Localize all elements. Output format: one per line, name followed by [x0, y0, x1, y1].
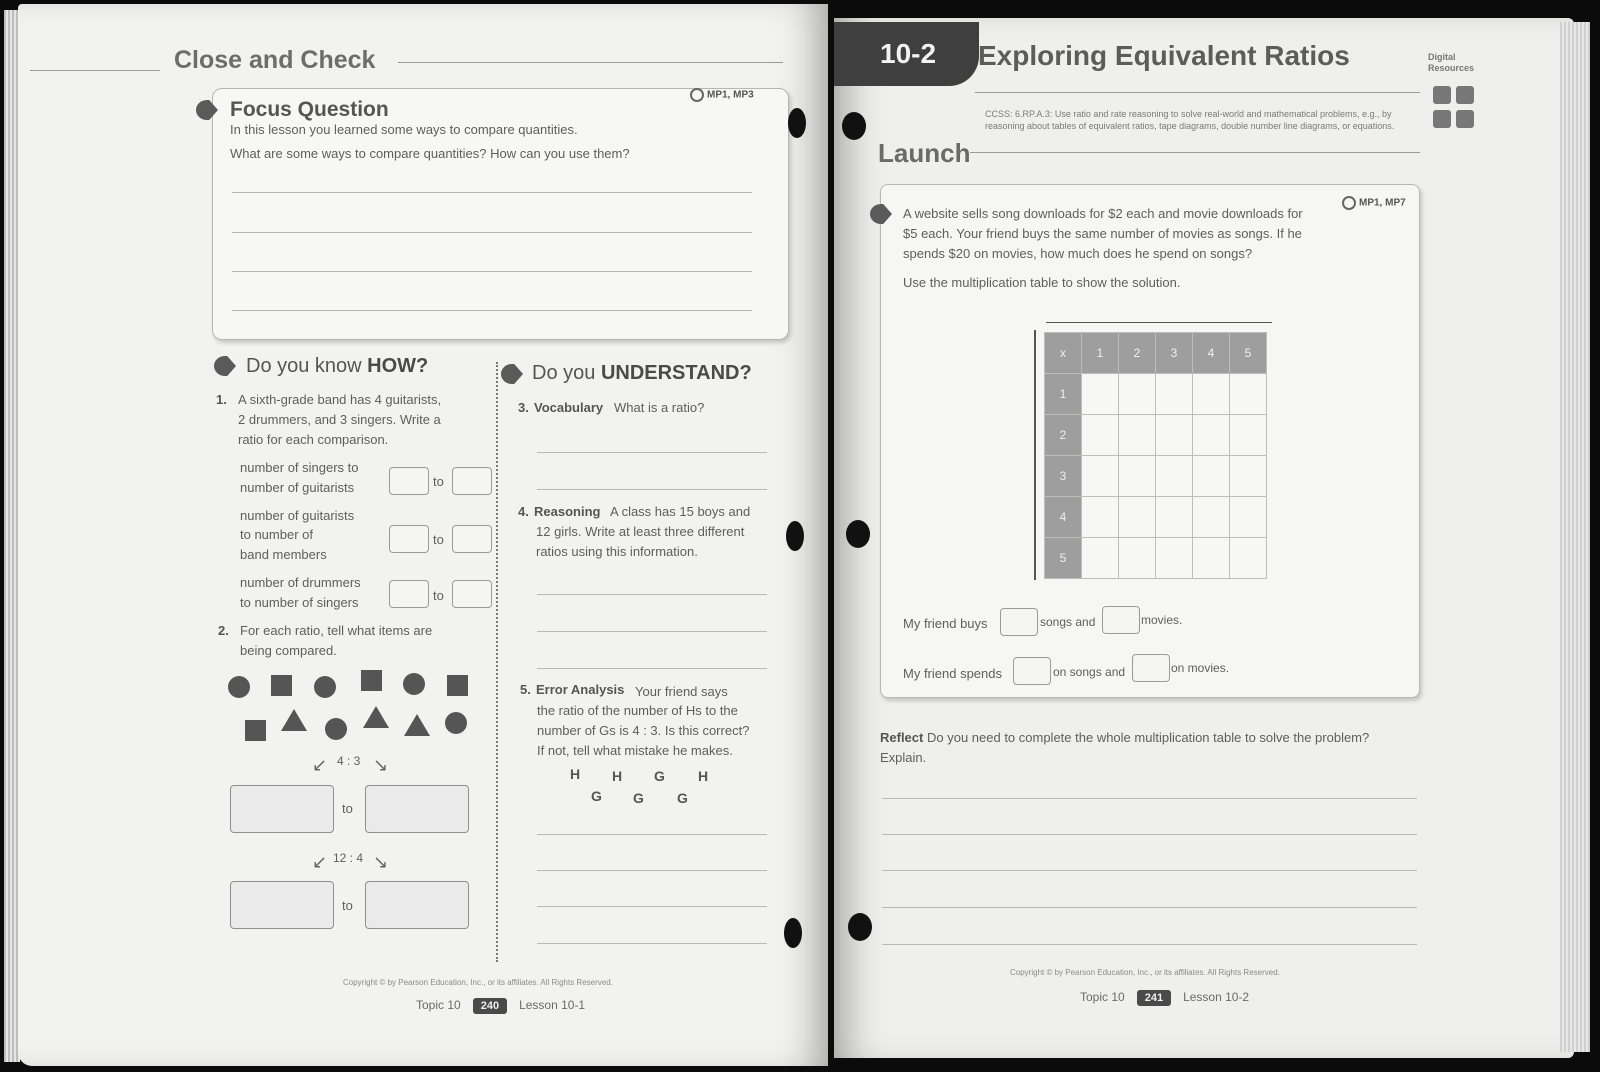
ratio-input-box[interactable] [389, 525, 429, 553]
answer-line[interactable] [232, 310, 752, 311]
table-cell[interactable] [1230, 415, 1267, 456]
answer-line[interactable] [232, 232, 752, 233]
practice-icon [1342, 196, 1356, 210]
comparison-3-line-1: number of drummers [240, 575, 361, 590]
answer-line[interactable] [882, 834, 1417, 835]
to-label: to [433, 588, 444, 603]
ratio-input-box[interactable] [389, 580, 429, 608]
page-footer-right: Topic 10 241 Lesson 10-2 [1080, 990, 1250, 1004]
launch-problem-2: $5 each. Your friend buys the same number of movies as songs. If he [903, 226, 1302, 241]
q5-number: 5. [520, 682, 531, 697]
table-cell[interactable] [1193, 374, 1230, 415]
page-edges-right [1560, 22, 1590, 1052]
q3-number: 3. [518, 400, 529, 415]
table-cell[interactable] [1156, 456, 1193, 497]
q1-text-2: 2 drummers, and 3 singers. Write a [238, 412, 441, 427]
answer-line[interactable] [882, 907, 1417, 908]
answer-line[interactable] [537, 668, 767, 669]
table-cell[interactable] [1156, 538, 1193, 579]
curved-arrow-right-icon: ↘ [373, 755, 389, 775]
ratio-input-box[interactable] [452, 467, 492, 495]
circle-shape [228, 676, 250, 698]
triangle-shape [281, 709, 307, 731]
comparison-2-line-1: number of guitarists [240, 508, 355, 523]
triangle-shape [404, 714, 430, 736]
spends-pre: My friend spends [903, 666, 1002, 681]
table-header-cell: 4 [1193, 333, 1230, 374]
answer-line[interactable] [882, 798, 1417, 799]
answer-line[interactable] [537, 834, 767, 835]
answer-line[interactable] [537, 594, 767, 595]
curved-arrow-left-icon: ↙ [312, 755, 328, 775]
lesson-title: Exploring Equivalent Ratios [978, 40, 1350, 71]
to-label: to [342, 801, 353, 816]
table-cell[interactable] [1193, 538, 1230, 579]
answer-box[interactable] [230, 881, 334, 929]
movies-spend-box[interactable] [1132, 654, 1170, 682]
title-rule [975, 92, 1420, 93]
table-header-cell: 5 [1230, 333, 1267, 374]
focus-line-1: In this lesson you learned some ways to compare quantities. [230, 122, 578, 137]
table-cell[interactable] [1156, 497, 1193, 538]
square-shape [271, 675, 292, 696]
answer-box[interactable] [365, 881, 469, 929]
table-cell[interactable] [1119, 374, 1156, 415]
letter-g: G [654, 768, 665, 784]
q5-text-2: the ratio of the number of Hs to the [537, 703, 738, 718]
answer-line[interactable] [537, 452, 767, 453]
ratio-input-box[interactable] [452, 580, 492, 608]
pencil-icon[interactable] [1433, 110, 1451, 128]
buys-mid: songs and [1040, 615, 1096, 629]
table-cell[interactable] [1082, 538, 1119, 579]
title-rule-left [30, 70, 160, 71]
q2-text-1: For each ratio, tell what items are [240, 623, 433, 638]
launch-rule [970, 152, 1420, 153]
answer-line[interactable] [537, 943, 767, 944]
table-cell[interactable] [1082, 374, 1119, 415]
table-row-header: 1 [1045, 374, 1082, 415]
comparison-3-line-2: to number of singers [240, 595, 359, 610]
understand-heading: Do you UNDERSTAND? [532, 362, 752, 384]
square-shape [245, 720, 266, 741]
mp-badge: MP1, MP7 [1342, 196, 1406, 210]
q3-label: Vocabulary [534, 400, 604, 415]
table-cell[interactable] [1230, 538, 1267, 579]
answer-box[interactable] [230, 785, 334, 833]
binder-hole [846, 520, 870, 548]
table-row-header: 2 [1045, 415, 1082, 456]
digital-resources-label: Digital Resources [1428, 52, 1475, 73]
reflect-explain: Explain. [880, 750, 927, 765]
songs-spend-box[interactable] [1013, 657, 1051, 685]
binder-hole [848, 913, 872, 941]
buys-post: movies. [1141, 613, 1183, 627]
focus-line-2: What are some ways to compare quantities? How can you use them? [230, 146, 630, 161]
answer-line[interactable] [882, 870, 1417, 871]
q4-label: Reasoning [534, 504, 601, 519]
answer-box[interactable] [365, 785, 469, 833]
q2-number: 2. [218, 623, 229, 638]
q5-text-4: If not, tell what mistake he makes. [537, 743, 733, 758]
lesson-number: 10-2 [880, 38, 937, 69]
q4-text-1: A class has 15 boys and [610, 504, 751, 519]
answer-line[interactable] [537, 906, 767, 907]
table-cell[interactable] [1119, 415, 1156, 456]
answer-line[interactable] [232, 192, 752, 193]
answer-line[interactable] [537, 631, 767, 632]
letter-h: H [698, 768, 709, 784]
to-label: to [433, 532, 444, 547]
table-header-cell: 2 [1119, 333, 1156, 374]
comparison-2-line-2: to number of [240, 527, 313, 542]
circle-shape [403, 673, 425, 695]
ratio-label-b: 12 : 4 [333, 851, 364, 865]
table-cell[interactable] [1119, 456, 1156, 497]
launch-title: Launch [878, 138, 971, 168]
q3-text: What is a ratio? [614, 400, 705, 415]
video-icon[interactable] [1433, 86, 1451, 104]
table-cell[interactable] [1082, 497, 1119, 538]
copyright-left: Copyright © by Pearson Education, Inc., or its affiliates. All Rights Reserved. [343, 978, 613, 987]
spends-post: on movies. [1171, 661, 1230, 675]
letter-g: G [633, 790, 644, 806]
letter-h: H [570, 766, 581, 782]
table-header-cell: 1 [1082, 333, 1119, 374]
column-divider [496, 362, 498, 962]
binder-hole [786, 521, 804, 551]
printer-icon[interactable] [1456, 86, 1474, 104]
launch-problem-3: spends $20 on movies, how much does he spend on songs? [903, 246, 1253, 261]
q1-text-3: ratio for each comparison. [238, 432, 389, 447]
q5-text-3: number of Gs is 4 : 3. Is this correct? [537, 723, 750, 738]
spends-mid: on songs and [1053, 665, 1126, 679]
table-cell[interactable] [1082, 456, 1119, 497]
q5-label: Error Analysis [536, 682, 625, 697]
binder-hole [842, 112, 866, 140]
multiplication-table [1044, 332, 1267, 579]
how-heading: Do you know HOW? [246, 355, 429, 377]
songs-count-box[interactable] [1000, 608, 1038, 636]
binder-hole [788, 108, 806, 138]
q1-text-1: A sixth-grade band has 4 guitarists, [238, 392, 442, 407]
answer-line[interactable] [232, 271, 752, 272]
table-cell[interactable] [1156, 374, 1193, 415]
square-shape [447, 675, 468, 696]
ratio-input-box[interactable] [389, 467, 429, 495]
q2-text-2: being compared. [240, 643, 337, 658]
comparison-1-line-1: number of singers to [240, 460, 359, 475]
table-cell[interactable] [1193, 497, 1230, 538]
comparison-2-line-3: band members [240, 547, 327, 562]
to-label: to [433, 474, 444, 489]
table-row-header: 4 [1045, 497, 1082, 538]
to-label: to [342, 898, 353, 913]
q4-text-3: ratios using this information. [536, 544, 698, 559]
buys-pre: My friend buys [903, 616, 988, 631]
table-row-header: 3 [1045, 456, 1082, 497]
answer-line[interactable] [537, 489, 767, 490]
answer-line[interactable] [537, 870, 767, 871]
table-header-cell: x [1045, 333, 1082, 374]
table-top-rule [1046, 322, 1272, 323]
table-cell[interactable] [1230, 497, 1267, 538]
table-left-rule [1034, 330, 1036, 580]
mp-badge: MP1, MP3 [690, 88, 754, 102]
title-rule-right [398, 62, 783, 63]
answer-line[interactable] [882, 944, 1417, 945]
focus-title: Focus Question [230, 98, 389, 121]
table-cell[interactable] [1193, 415, 1230, 456]
q4-number: 4. [518, 504, 529, 519]
q1-number: 1. [216, 392, 227, 407]
q5-text-1: Your friend says [635, 684, 728, 699]
table-row-header: 5 [1045, 538, 1082, 579]
curved-arrow-right-icon: ↘ [373, 852, 389, 872]
table-cell[interactable] [1082, 415, 1119, 456]
copyright-right: Copyright © by Pearson Education, Inc., or its affiliates. All Rights Reserved. [1010, 968, 1280, 977]
q4-text-2: 12 girls. Write at least three different [536, 524, 745, 539]
letter-g: G [677, 790, 688, 806]
tools-icon[interactable] [1456, 110, 1474, 128]
ratio-input-box[interactable] [452, 525, 492, 553]
comparison-1-line-2: number of guitarists [240, 480, 355, 495]
table-header-cell: 3 [1156, 333, 1193, 374]
reflect-text: Reflect Do you need to complete the whole multiplication table to solve the problem? [880, 730, 1370, 745]
table-cell[interactable] [1156, 415, 1193, 456]
circle-shape [314, 676, 336, 698]
binder-hole [784, 918, 802, 948]
circle-shape [445, 712, 467, 734]
table-cell[interactable] [1230, 456, 1267, 497]
practice-icon [690, 88, 704, 102]
table-cell[interactable] [1193, 456, 1230, 497]
circle-shape [325, 718, 347, 740]
launch-problem-1: A website sells song downloads for $2 each and movie downloads for [903, 206, 1303, 221]
square-shape [361, 670, 382, 691]
table-cell[interactable] [1230, 374, 1267, 415]
ccss-standard: CCSS: 6.RP.A.3: Use ratio and rate reasoning to solve real-world and mathematical problems, e.g., by reasoning about tables of equivalent ratios, tape diagrams, double number line diagrams, or equations. [985, 109, 1395, 131]
launch-instruction: Use the multiplication table to show the solution. [903, 275, 1181, 290]
section-title: Close and Check [174, 46, 376, 74]
page-footer-left: Topic 10 240 Lesson 10-1 [416, 998, 586, 1012]
letter-g: G [591, 788, 602, 804]
letter-h: H [612, 768, 623, 784]
triangle-shape [363, 706, 389, 728]
table-cell[interactable] [1119, 538, 1156, 579]
curved-arrow-left-icon: ↙ [312, 852, 328, 872]
movies-count-box[interactable] [1102, 606, 1140, 634]
table-cell[interactable] [1119, 497, 1156, 538]
ratio-label-a: 4 : 3 [337, 754, 361, 768]
